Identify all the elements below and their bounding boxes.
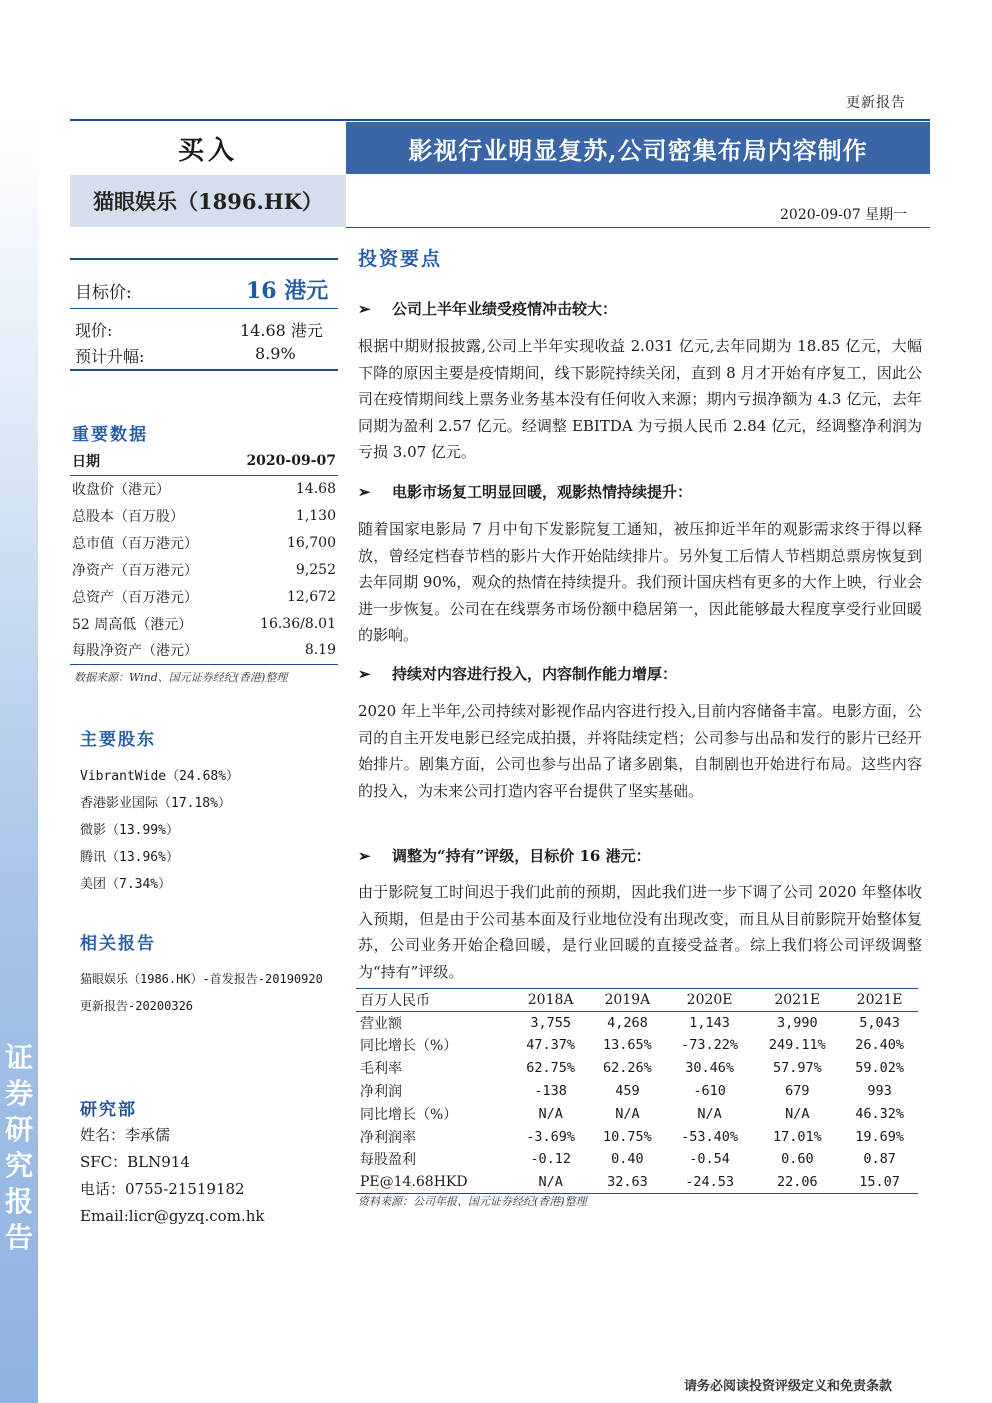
arrow-icon: ➢ xyxy=(358,300,371,318)
key-data-header xyxy=(70,448,338,475)
current-price-label: 现价: xyxy=(75,321,113,340)
fin-cell: 32.63 xyxy=(589,1171,666,1194)
key-data-row xyxy=(70,475,338,502)
section-paragraph: 随着国家电影局 7 月中旬下发影院复工通知，被压抑近半年的观影需求终于得以释放，曾经定档春节档的影片大作开始陆续排片。另外复工后情人节档期总票房恢复到去年同期 90%，观众的热情在持续提升。我们预计国庆档有更多的大作上映，行业会进一步恢复。公司在在线票务市场份额中稳居第一，因此能够最大程度享受行业回暖的影响。 xyxy=(358,520,922,644)
key-data-row xyxy=(70,610,338,637)
key-data-source: 数据来源：Wind、国元证券经纪(香港)整理 xyxy=(74,671,288,684)
fin-cell: 15.07 xyxy=(841,1171,918,1194)
analyst-phone: 电话：0755-21519182 xyxy=(80,1180,245,1198)
section-bullet xyxy=(358,845,651,866)
fin-row xyxy=(356,1171,918,1194)
fin-row-label: 营业额 xyxy=(360,1015,402,1032)
key-data-value: 14.68 xyxy=(295,480,336,497)
section-bullet xyxy=(358,481,692,502)
fin-cell: 13.65% xyxy=(602,1037,652,1054)
fin-cell: N/A xyxy=(615,1105,640,1122)
key-data-row xyxy=(70,637,338,664)
section-heading: 公司上半年业绩受疫情冲击较大： xyxy=(392,300,618,318)
fin-cell: 1,143 xyxy=(689,1014,730,1031)
fin-row xyxy=(356,1011,918,1034)
arrow-icon: ➢ xyxy=(358,483,371,501)
shareholder-item: 腾讯（13.96%） xyxy=(80,850,179,865)
fin-cell: 62.75% xyxy=(526,1060,576,1077)
date-rule xyxy=(346,227,930,228)
section-bullet xyxy=(358,663,677,684)
target-price-value: 16 港元 xyxy=(246,278,329,304)
fin-row xyxy=(356,1102,918,1125)
fin-header-cell: 2021E xyxy=(753,989,841,1012)
fin-cell: -0.12 xyxy=(530,1151,571,1168)
key-data-header-label: 日期 xyxy=(70,448,225,475)
current-price-value: 14.68 港元 xyxy=(240,321,323,340)
fin-cell: 0.40 xyxy=(611,1151,644,1168)
section-heading: 持续对内容进行投入，内容制作能力增厚： xyxy=(392,665,678,683)
fin-cell: -610 xyxy=(693,1083,726,1100)
fin-cell: 5,043 xyxy=(859,1014,900,1031)
fin-row xyxy=(356,1057,918,1080)
key-data-value: 8.19 xyxy=(225,637,338,664)
fin-cell: 19.69% xyxy=(855,1128,904,1145)
fin-cell: 0.87 xyxy=(863,1151,896,1168)
fin-cell: -53.40% xyxy=(681,1128,739,1145)
key-data-value: 1,130 xyxy=(295,507,336,524)
key-data-label: 总股本（百万股） xyxy=(72,508,184,525)
fin-cell: 57.97% xyxy=(772,1060,822,1077)
key-data-label: 总市值（百万港元） xyxy=(72,535,198,552)
fin-cell: 46.32% xyxy=(855,1105,904,1122)
section-paragraph: 2020 年上半年,公司持续对影视作品内容进行投入,目前内容储备丰富。电影方面，公司的自主开发电影已经完成拍摄，并将陆续定档；公司参与出品和发行的影片已经开始排片。剧集方面，公司也参与出品了诸多剧集，自制剧也开始进行布局。这些内容的投入，为未来公司打造内容平台提供了坚实基础。 xyxy=(358,702,922,800)
fin-cell: N/A xyxy=(538,1105,563,1122)
fin-row xyxy=(356,1034,918,1057)
upside-label: 预计升幅: xyxy=(75,347,145,366)
side-label: 证 券 研 究 报 告 xyxy=(4,1041,33,1254)
key-data-table xyxy=(70,448,338,665)
key-data-row xyxy=(70,529,338,556)
price-rule-bottom xyxy=(70,369,338,371)
fin-cell: 10.75% xyxy=(602,1128,652,1145)
research-contact xyxy=(80,1122,264,1230)
fin-cell: -3.69% xyxy=(526,1128,576,1145)
fin-header-cell: 2021E xyxy=(841,989,918,1012)
related-reports-list xyxy=(80,966,323,1020)
fin-header-cell: 2020E xyxy=(666,989,754,1012)
fin-cell: 26.40% xyxy=(855,1037,904,1054)
key-data-value: 16,700 xyxy=(287,534,336,551)
fin-row-label: 同比增长（%） xyxy=(360,1038,458,1055)
fin-cell: 22.06 xyxy=(753,1171,841,1194)
fin-cell: N/A xyxy=(512,1171,589,1194)
shareholders-title: 主要股东 xyxy=(80,730,156,750)
shareholder-item: 美团（7.34%） xyxy=(80,877,172,892)
key-data-row xyxy=(70,502,338,529)
disclaimer-footer[interactable]: 请务必阅读投资评级定义和免责条款 xyxy=(684,1379,893,1394)
fin-cell: 30.46% xyxy=(685,1060,734,1077)
fin-row-label: PE@14.68HKD xyxy=(356,1171,512,1194)
section-bullet xyxy=(358,298,617,319)
headline: 影视行业明显复苏,公司密集布局内容制作 xyxy=(346,122,930,174)
company-name: 猫眼娱乐（1896.HK） xyxy=(70,175,346,227)
top-rule xyxy=(70,119,930,121)
fin-cell: 59.02% xyxy=(855,1060,904,1077)
report-type: 更新报告 xyxy=(846,95,906,111)
fin-cell: -138 xyxy=(534,1083,567,1100)
fin-cell: 62.26% xyxy=(602,1060,652,1077)
fin-cell: -73.22% xyxy=(681,1037,739,1054)
related-reports-title: 相关报告 xyxy=(80,934,156,954)
key-data-label: 52 周高低（港元） xyxy=(72,616,193,633)
key-data-label: 每股净资产（港元） xyxy=(70,637,225,664)
target-price-label: 目标价: xyxy=(75,283,132,303)
research-dept-title: 研究部 xyxy=(80,1100,137,1120)
shareholders-list xyxy=(80,763,239,898)
price-rule-top xyxy=(70,258,338,260)
related-report-item[interactable]: 猫眼娱乐（1986.HK）-首发报告-20190920 xyxy=(80,972,323,986)
fin-row-label: 同比增长（%） xyxy=(360,1106,458,1123)
shareholder-item: 香港影业国际（17.18%） xyxy=(80,796,231,811)
section-paragraph: 由于影院复工时间迟于我们此前的预期，因此我们进一步下调了公司 2020 年整体收入预期，但是由于公司基本面及行业地位没有出现改变，而且从目前影院开始整体复苏，公司业务开始企稳回暖，是行业回暖的直接受益者。综上我们将公司评级调整为“持有”评级。 xyxy=(358,883,922,981)
fin-row-label: 每股盈利 xyxy=(360,1152,416,1169)
fin-cell: 3,755 xyxy=(530,1014,571,1031)
price-rule-mid xyxy=(70,308,338,309)
fin-header-row xyxy=(356,989,918,1012)
section-heading: 调整为“持有”评级，目标价 16 港元： xyxy=(392,847,651,865)
section-paragraph: 根据中期财报披露,公司上半年实现收益 2.031 亿元,去年同期为 18.85 亿元，大幅下降的原因主要是疫情期间，线下影院持续关闭，直到 8 月才开始有序复工，因此公司在疫情期间线上票务业务基本没有任何收入来源；期内亏损净额为 4.3 亿元，去年同期为盈利 2.57 亿元。经调整 EBITDA 为亏损人民币 2.84 亿元，经调整净利润为亏损 3.07 亿元。 xyxy=(358,337,922,461)
report-date: 2020-09-07 星期一 xyxy=(780,207,908,223)
key-data-title: 重要数据 xyxy=(72,425,148,445)
shareholder-item: 微影（13.99%） xyxy=(80,823,179,838)
key-data-label: 收盘价（港元） xyxy=(72,481,170,498)
fin-header-cell: 2019A xyxy=(589,989,666,1012)
fin-cell: -24.53 xyxy=(666,1171,754,1194)
key-data-label: 总资产（百万港元） xyxy=(72,589,198,606)
upside-value: 8.9% xyxy=(255,344,296,363)
key-data-row xyxy=(70,583,338,610)
key-data-value: 12,672 xyxy=(287,588,336,605)
fin-cell: 17.01% xyxy=(772,1128,822,1145)
financial-forecast-table xyxy=(356,988,918,1194)
key-data-row xyxy=(70,556,338,583)
fin-cell: 249.11% xyxy=(768,1037,826,1054)
fin-row xyxy=(356,1125,918,1148)
fin-header-cell: 2018A xyxy=(512,989,589,1012)
fin-row xyxy=(356,1148,918,1171)
fin-cell: N/A xyxy=(697,1105,722,1122)
fin-cell: 4,268 xyxy=(607,1014,648,1031)
fin-cell: N/A xyxy=(785,1105,810,1122)
fin-row xyxy=(356,1080,918,1103)
section-heading: 电影市场复工明显回暖，观影热情持续提升： xyxy=(392,483,693,501)
fin-cell: 47.37% xyxy=(526,1037,576,1054)
analyst-name: 姓名：李承儒 xyxy=(80,1126,171,1144)
fin-cell: 0.60 xyxy=(781,1151,814,1168)
fin-cell: 993 xyxy=(867,1083,892,1100)
key-data-value: 9,252 xyxy=(295,561,336,578)
fin-cell: 3,990 xyxy=(777,1014,818,1031)
fin-row-label: 净利润率 xyxy=(360,1129,416,1146)
fin-cell: -0.54 xyxy=(689,1151,730,1168)
analyst-sfc: SFC：BLN914 xyxy=(80,1153,190,1171)
fin-row-label: 净利润 xyxy=(360,1084,402,1101)
fin-row-label: 毛利率 xyxy=(360,1061,402,1078)
analyst-email[interactable]: Email:licr@gyzq.com.hk xyxy=(80,1207,265,1225)
financials-source: 资料来源：公司年报、国元证券经纪(香港)整理 xyxy=(358,1195,587,1208)
fin-cell: 459 xyxy=(615,1083,640,1100)
related-report-item[interactable]: 更新报告-20200326 xyxy=(80,999,194,1013)
key-data-header-date: 2020-09-07 xyxy=(225,448,338,475)
key-data-label: 净资产（百万港元） xyxy=(72,562,198,579)
shareholder-item: VibrantWide（24.68%） xyxy=(80,769,240,784)
fin-cell: 679 xyxy=(785,1083,810,1100)
investment-highlights-title: 投资要点 xyxy=(358,248,443,270)
rating: 买入 xyxy=(177,135,238,166)
arrow-icon: ➢ xyxy=(358,847,371,865)
key-data-value: 16.36/8.01 xyxy=(260,615,336,632)
fin-header-cell: 百万人民币 xyxy=(356,989,512,1012)
arrow-icon: ➢ xyxy=(358,665,371,683)
